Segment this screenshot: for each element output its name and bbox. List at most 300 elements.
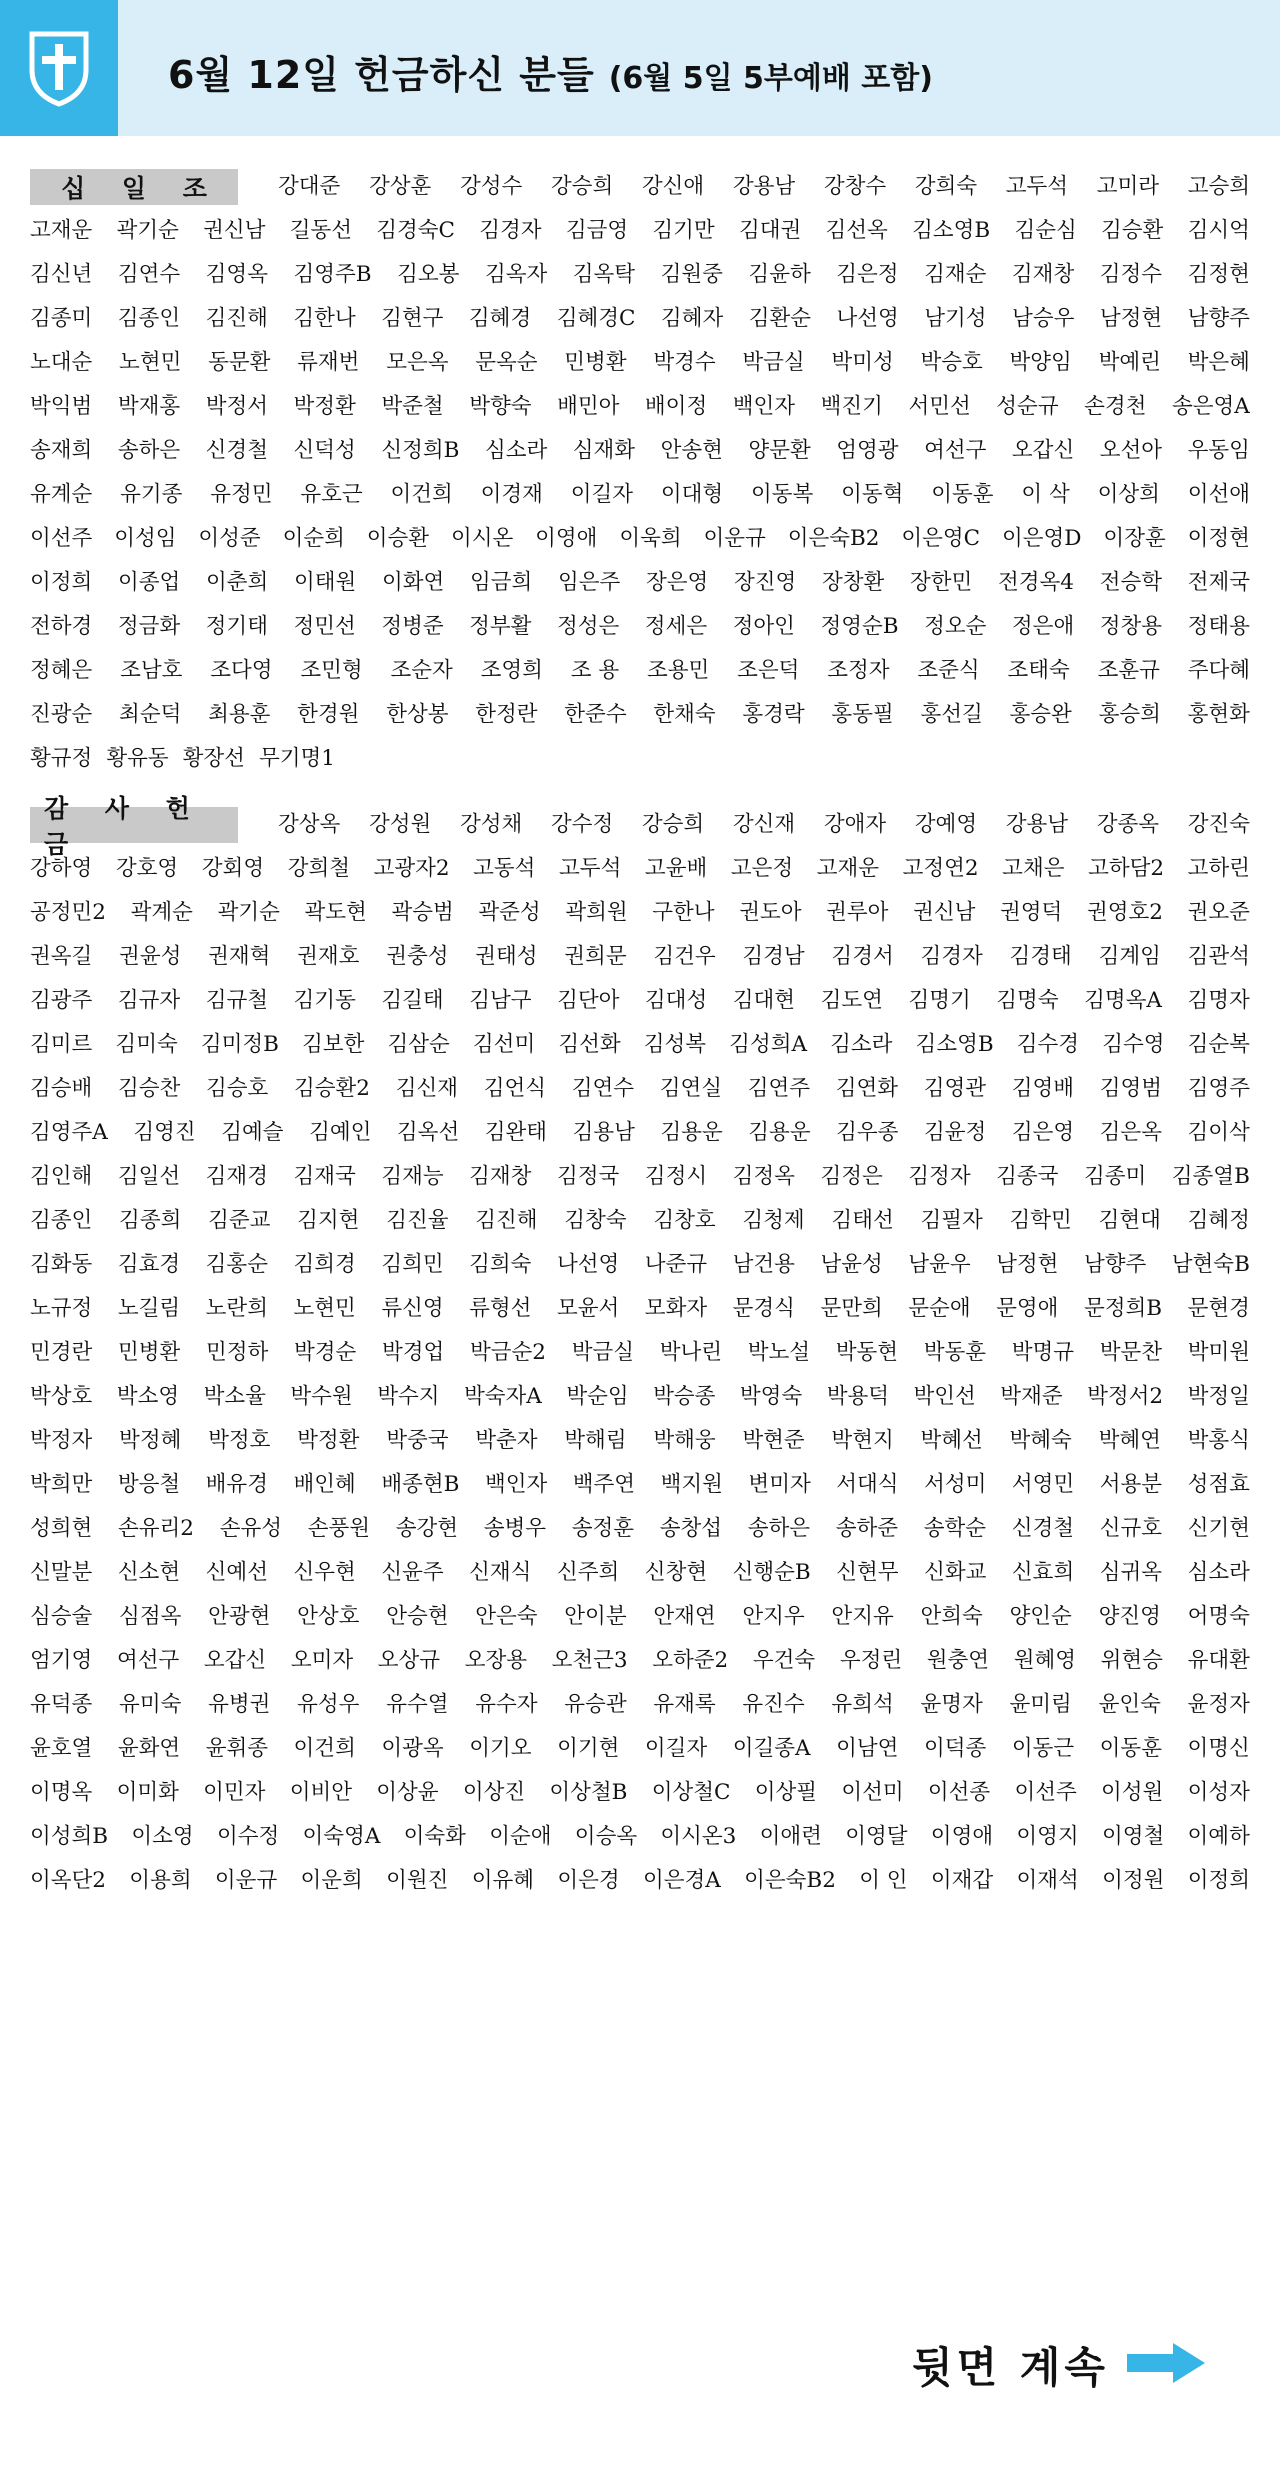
donor-name: 오장용 (464, 1648, 527, 1673)
donor-name: 이 인 (859, 1868, 908, 1893)
donor-name: 김옥자 (484, 262, 548, 287)
name-line (30, 297, 1250, 341)
donor-name: 박승호 (920, 350, 983, 375)
donor-name: 이광옥 (381, 1736, 444, 1761)
name-line (30, 517, 1250, 561)
donor-name: 배유경 (205, 1472, 268, 1497)
donor-name: 정기태 (205, 614, 268, 639)
donor-name: 동문환 (208, 350, 271, 375)
donor-name: 신효희 (1011, 1560, 1075, 1585)
donor-name: 박금실 (571, 1340, 634, 1365)
donor-name: 박정일 (1187, 1384, 1250, 1409)
name-line (30, 1551, 1250, 1595)
donor-name: 박예린 (1098, 350, 1161, 375)
donor-name: 박순임 (566, 1384, 629, 1409)
donor-name: 이상진 (462, 1780, 526, 1805)
donor-name: 신말분 (30, 1560, 93, 1585)
donor-name: 남정현 (1099, 306, 1163, 331)
donor-name: 조용민 (646, 658, 710, 683)
donor-name: 이태원 (294, 570, 357, 595)
donor-name: 이운희 (300, 1868, 363, 1893)
donor-name: 김은영 (1011, 1120, 1075, 1145)
donor-name: 이남연 (836, 1736, 899, 1761)
donor-name: 강호영 (115, 856, 179, 881)
donor-name: 이정희 (1187, 1868, 1250, 1893)
donor-name: 민경란 (30, 1340, 93, 1365)
donor-name: 안상호 (297, 1604, 360, 1629)
donor-name: 박문찬 (1099, 1340, 1162, 1365)
donor-name: 이승옥 (574, 1824, 638, 1849)
donor-name: 이선종 (927, 1780, 991, 1805)
donor-name: 심점옥 (119, 1604, 182, 1629)
donor-name: 이승환 (366, 526, 430, 551)
donor-name: 김은옥 (1099, 1120, 1162, 1145)
donor-name: 송학순 (923, 1516, 986, 1541)
donor-name: 박인선 (913, 1384, 976, 1409)
donor-name: 이동훈 (1099, 1736, 1162, 1761)
donor-name: 신소현 (117, 1560, 181, 1585)
donor-name: 이용희 (129, 1868, 192, 1893)
donor-name: 윤화연 (117, 1736, 181, 1761)
donor-name: 김선미 (472, 1032, 536, 1057)
donor-name: 김종미 (30, 306, 93, 331)
donor-name: 이건희 (390, 482, 453, 507)
donor-name: 임금희 (470, 570, 533, 595)
donor-name: 김정국 (556, 1164, 620, 1189)
donor-name: 김창호 (653, 1208, 716, 1233)
donor-name: 고두석 (559, 856, 622, 881)
donor-name: 양진영 (1098, 1604, 1161, 1629)
donor-name: 이선주 (30, 526, 93, 551)
donor-name: 이영애 (930, 1824, 994, 1849)
donor-name: 김영배 (1011, 1076, 1074, 1101)
donor-name: 이종업 (118, 570, 181, 595)
donor-name: 박혜선 (920, 1428, 983, 1453)
donor-name: 신기현 (1187, 1516, 1250, 1541)
donor-name: 김금영 (565, 218, 629, 243)
arrow-right-icon (1127, 2341, 1207, 2389)
donor-name: 김옥탁 (572, 262, 636, 287)
donor-name: 안송현 (660, 438, 723, 463)
donor-name: 고재운 (30, 218, 93, 243)
donor-name: 박용덕 (826, 1384, 890, 1409)
donor-name: 문영애 (996, 1296, 1059, 1321)
donor-name: 길동선 (289, 218, 352, 243)
donor-name: 진광순 (30, 702, 93, 727)
tithe-section (30, 165, 1250, 781)
donor-name: 오갑신 (1011, 438, 1075, 463)
donor-name: 김미르 (30, 1032, 93, 1057)
donor-name: 민병환 (118, 1340, 181, 1365)
donor-name: 김용운 (660, 1120, 723, 1145)
donor-name: 김삼순 (387, 1032, 450, 1057)
donor-name: 홍경락 (742, 702, 805, 727)
donor-name: 노길림 (117, 1296, 181, 1321)
donor-name: 권충성 (386, 944, 449, 969)
donor-name: 박동현 (835, 1340, 898, 1365)
donor-name: 이선애 (1187, 482, 1250, 507)
donor-name: 박혜연 (1098, 1428, 1161, 1453)
donor-name: 박정혜 (119, 1428, 182, 1453)
donor-name: 나선영 (556, 1252, 620, 1277)
donor-name: 양문환 (748, 438, 811, 463)
donor-name: 이상윤 (376, 1780, 439, 1805)
donor-name: 김경남 (742, 944, 805, 969)
donor-name: 주다혜 (1187, 658, 1250, 683)
donor-name: 박해림 (564, 1428, 627, 1453)
donor-name: 이성자 (1187, 1780, 1250, 1805)
donor-name: 류형선 (469, 1296, 532, 1321)
donor-name: 이은영C (901, 526, 981, 551)
donor-name: 손유성 (219, 1516, 282, 1541)
donor-name: 김용남 (572, 1120, 635, 1145)
name-line (30, 1419, 1250, 1463)
donor-name: 박노설 (747, 1340, 810, 1365)
donor-name: 김승배 (30, 1076, 93, 1101)
donor-name: 이비안 (289, 1780, 352, 1805)
name-line (30, 935, 1250, 979)
donor-name: 손유리2 (118, 1516, 194, 1541)
donor-name: 김준교 (208, 1208, 271, 1233)
donor-name: 박희만 (30, 1472, 93, 1497)
donor-name: 정오순 (924, 614, 987, 639)
donor-name: 곽준성 (478, 900, 541, 925)
donor-name: 김기동 (293, 988, 356, 1013)
donor-name: 김도연 (820, 988, 883, 1013)
donor-name: 강예영 (914, 812, 978, 837)
donor-name: 정창용 (1099, 614, 1163, 639)
donor-name: 송정훈 (571, 1516, 634, 1541)
donor-name: 이동훈 (931, 482, 994, 507)
donor-name: 임은주 (558, 570, 621, 595)
donor-name: 신우현 (293, 1560, 356, 1585)
donor-name: 오선아 (1099, 438, 1163, 463)
name-line (30, 1375, 1250, 1419)
continue-note (912, 2330, 1207, 2400)
donor-name: 강희숙 (914, 174, 978, 199)
name-line (30, 1815, 1250, 1859)
donor-name: 문옥순 (475, 350, 538, 375)
donor-name: 배인혜 (293, 1472, 356, 1497)
donor-name: 김영범 (1099, 1076, 1162, 1101)
donor-name: 송하은 (117, 438, 181, 463)
donor-name: 한정란 (475, 702, 538, 727)
donor-name: 김종희 (119, 1208, 182, 1233)
donor-name: 서용분 (1099, 1472, 1163, 1497)
donor-name: 조남호 (120, 658, 183, 683)
donor-name: 조다영 (210, 658, 273, 683)
donor-name: 여선구 (924, 438, 987, 463)
donor-name: 윤명자 (920, 1692, 983, 1717)
donor-name: 유승관 (564, 1692, 627, 1717)
donor-name: 송재희 (30, 438, 93, 463)
donor-name: 이애련 (759, 1824, 822, 1849)
donor-name: 배이정 (644, 394, 708, 419)
donor-name: 송하준 (835, 1516, 898, 1541)
donor-name: 곽승범 (391, 900, 454, 925)
donor-name: 김승찬 (118, 1076, 181, 1101)
donor-name: 강상옥 (278, 812, 341, 837)
donor-name: 박명규 (1011, 1340, 1074, 1365)
donor-name: 엄영광 (836, 438, 899, 463)
donor-name: 남향주 (1083, 1252, 1147, 1277)
donor-name: 이춘희 (206, 570, 269, 595)
donor-name: 조영희 (480, 658, 543, 683)
donor-name: 박현지 (831, 1428, 894, 1453)
donor-name: 김순심 (1014, 218, 1077, 243)
donor-name: 백인자 (484, 1472, 548, 1497)
donor-name: 노현민 (119, 350, 182, 375)
donor-name: 김영주 (1187, 1076, 1250, 1101)
donor-name: 이영철 (1101, 1824, 1165, 1849)
donor-name: 김화동 (30, 1252, 93, 1277)
donor-name: 김희숙 (469, 1252, 532, 1277)
donor-name: 강상훈 (368, 174, 432, 199)
donor-name: 김영관 (923, 1076, 986, 1101)
donor-name: 강애자 (823, 812, 887, 837)
donor-name: 안지유 (831, 1604, 894, 1629)
donor-name: 신경철 (205, 438, 268, 463)
donor-name: 고은정 (730, 856, 794, 881)
donor-name: 이숙영A (302, 1824, 381, 1849)
donor-name: 신예선 (205, 1560, 268, 1585)
donor-name: 김신년 (30, 262, 93, 287)
page-subtitle: (6월 5일 5부예배 포함) (608, 61, 933, 96)
thanks-offering-section (30, 794, 1250, 1903)
donor-name: 조준식 (917, 658, 980, 683)
donor-name: 이은경 (557, 1868, 620, 1893)
donor-name: 장창환 (822, 570, 885, 595)
donor-name: 박홍식 (1187, 1428, 1250, 1453)
donor-name: 김은정 (836, 262, 899, 287)
donor-name: 김윤정 (923, 1120, 987, 1145)
donor-name: 심승술 (30, 1604, 93, 1629)
donor-name: 김대성 (644, 988, 708, 1013)
donor-name: 백주연 (572, 1472, 636, 1497)
donor-name: 박미원 (1187, 1340, 1250, 1365)
name-line (30, 737, 1250, 781)
donor-name: 이욱희 (619, 526, 682, 551)
donor-name: 이길자 (644, 1736, 708, 1761)
donor-name: 이옥단2 (30, 1868, 106, 1893)
donor-name: 이은숙B2 (744, 1868, 836, 1893)
donor-name: 이상필 (754, 1780, 818, 1805)
donor-name: 박정서 (205, 394, 268, 419)
donor-name: 김한나 (293, 306, 356, 331)
donor-name: 노대순 (30, 350, 93, 375)
donor-name: 남기성 (924, 306, 987, 331)
donor-name: 김경서 (831, 944, 894, 969)
donor-name: 백지원 (660, 1472, 723, 1497)
donor-name: 윤호열 (30, 1736, 93, 1761)
name-line (30, 1111, 1250, 1155)
donor-name: 홍선길 (920, 702, 983, 727)
donor-name: 강신애 (641, 174, 705, 199)
donor-name: 강진숙 (1187, 812, 1250, 837)
donor-name: 권도아 (739, 900, 802, 925)
page-title: 6월 12일 헌금하신 분들 (168, 53, 595, 97)
donor-name: 이성원 (1101, 1780, 1164, 1805)
donor-name: 김경자 (479, 218, 542, 243)
donor-name: 박경수 (653, 350, 716, 375)
donor-name: 노규정 (30, 1296, 93, 1321)
donor-name: 한채숙 (653, 702, 716, 727)
donor-name: 김진율 (386, 1208, 449, 1233)
donor-name: 김수영 (1102, 1032, 1165, 1057)
donor-name: 장한민 (910, 570, 973, 595)
donor-name: 강종옥 (1096, 812, 1160, 837)
name-line (30, 561, 1250, 605)
donor-name: 이시온 (450, 526, 514, 551)
donor-name: 김인해 (30, 1164, 93, 1189)
name-line (30, 1067, 1250, 1111)
donor-name: 이재석 (1016, 1868, 1079, 1893)
donor-name: 오갑신 (203, 1648, 267, 1673)
name-line (30, 429, 1250, 473)
donor-name: 이정희 (30, 570, 93, 595)
donor-name: 박경업 (382, 1340, 445, 1365)
donor-name: 박경순 (294, 1340, 357, 1365)
donor-name: 강대준 (278, 174, 341, 199)
donor-name: 고승희 (1187, 174, 1250, 199)
donor-name: 김명옥A (1084, 988, 1162, 1013)
donor-name: 김원중 (660, 262, 723, 287)
donor-name: 강신재 (732, 812, 796, 837)
donor-name: 김환순 (748, 306, 812, 331)
donor-name: 김종인 (30, 1208, 93, 1233)
donor-name: 여선구 (116, 1648, 180, 1673)
donor-name: 박미성 (831, 350, 894, 375)
donor-name: 위현승 (1100, 1648, 1163, 1673)
name-line (30, 693, 1250, 737)
donor-name: 정부활 (469, 614, 532, 639)
donor-name: 조훈규 (1097, 658, 1160, 683)
name-line (30, 1727, 1250, 1771)
donor-name: 박소율 (203, 1384, 266, 1409)
donor-name: 이성희B (30, 1824, 109, 1849)
donor-name: 김혜정 (1187, 1208, 1250, 1233)
cross-shield-icon (24, 28, 94, 108)
donor-name: 이정현 (1187, 526, 1250, 551)
donor-name: 김희민 (381, 1252, 444, 1277)
donor-name: 김남구 (469, 988, 532, 1013)
donor-name: 안이분 (564, 1604, 627, 1629)
donor-name: 김연화 (835, 1076, 898, 1101)
donor-name: 이수정 (216, 1824, 280, 1849)
donor-name: 성희현 (30, 1516, 93, 1541)
title-group (168, 44, 933, 104)
donor-name: 윤인숙 (1098, 1692, 1161, 1717)
donor-name: 고두석 (1005, 174, 1069, 199)
donor-name: 송창섭 (659, 1516, 722, 1541)
donor-name: 김건우 (653, 944, 716, 969)
name-line (30, 605, 1250, 649)
donor-name: 한상봉 (386, 702, 449, 727)
donor-name: 김현구 (381, 306, 444, 331)
donor-name: 김규철 (205, 988, 268, 1013)
donor-name: 이민자 (203, 1780, 266, 1805)
name-line (30, 385, 1250, 429)
donor-name: 이건희 (293, 1736, 356, 1761)
donor-name: 전경옥4 (998, 570, 1074, 595)
donor-name: 민정하 (206, 1340, 269, 1365)
donor-name: 배종현B (381, 1472, 460, 1497)
donor-name: 김학민 (1009, 1208, 1072, 1233)
donor-name: 곽도현 (304, 900, 367, 925)
thanks-offering-label: 감 사 헌 금 (30, 807, 238, 843)
donor-name: 김순복 (1187, 1032, 1250, 1057)
donor-name: 서민선 (908, 394, 971, 419)
donor-name: 우건숙 (752, 1648, 816, 1673)
donor-name: 안지우 (742, 1604, 805, 1629)
donor-name: 유병권 (208, 1692, 271, 1717)
donor-name: 이시온3 (660, 1824, 737, 1849)
donor-name: 김경태 (1009, 944, 1072, 969)
donor-name: 김종인 (117, 306, 181, 331)
donor-name: 안희숙 (920, 1604, 983, 1629)
donor-name: 김연수 (117, 262, 181, 287)
donor-name: 송강현 (395, 1516, 458, 1541)
donor-name: 김정옥 (732, 1164, 795, 1189)
donor-name: 김필자 (920, 1208, 983, 1233)
donor-name: 양인순 (1009, 1604, 1072, 1629)
donor-name: 안광현 (208, 1604, 271, 1629)
donor-name: 이상희 (1097, 482, 1160, 507)
donor-name: 김승환 (1101, 218, 1164, 243)
donor-name: 서성미 (924, 1472, 987, 1497)
donor-name: 김지현 (297, 1208, 360, 1233)
donor-name: 안재연 (653, 1604, 716, 1629)
donor-name: 김예인 (309, 1120, 372, 1145)
donor-name: 우동임 (1187, 438, 1250, 463)
tithe-label: 십 일 조 (30, 169, 238, 205)
donor-name: 김재창 (469, 1164, 532, 1189)
donor-name: 조태숙 (1007, 658, 1070, 683)
donor-name: 전하경 (30, 614, 93, 639)
donor-name: 이영지 (1016, 1824, 1079, 1849)
donor-name: 정금화 (117, 614, 181, 639)
donor-name: 김혜자 (660, 306, 724, 331)
donor-name: 김명기 (908, 988, 971, 1013)
donor-name: 노란희 (205, 1296, 268, 1321)
donor-name: 김이삭 (1187, 1120, 1250, 1145)
donor-name: 권재호 (297, 944, 360, 969)
donor-name: 정은애 (1011, 614, 1075, 639)
donor-name: 유호근 (300, 482, 363, 507)
donor-name: 김미정B (200, 1032, 279, 1057)
donor-name: 이길자 (570, 482, 634, 507)
donor-name: 곽기순 (116, 218, 179, 243)
donor-name: 오천근3 (551, 1648, 628, 1673)
donor-name: 김보한 (302, 1032, 365, 1057)
donor-name: 김재창 (1011, 262, 1075, 287)
donor-name: 이은영D (1002, 526, 1082, 551)
donor-name: 무기명1 (258, 746, 335, 771)
donor-name: 우정린 (839, 1648, 903, 1673)
donor-name: 유재록 (653, 1692, 716, 1717)
donor-name: 김정시 (644, 1164, 708, 1189)
donor-name: 정민선 (293, 614, 356, 639)
donor-name: 이동근 (1011, 1736, 1075, 1761)
donor-name: 백진기 (820, 394, 883, 419)
donor-name: 김재경 (205, 1164, 268, 1189)
donor-name: 모은옥 (386, 350, 449, 375)
donor-name: 오하준2 (652, 1648, 729, 1673)
donor-name: 김혜경 (468, 306, 532, 331)
donor-name: 남현숙B (1171, 1252, 1250, 1277)
donor-name: 김우종 (836, 1120, 899, 1145)
donor-name: 박양임 (1009, 350, 1072, 375)
